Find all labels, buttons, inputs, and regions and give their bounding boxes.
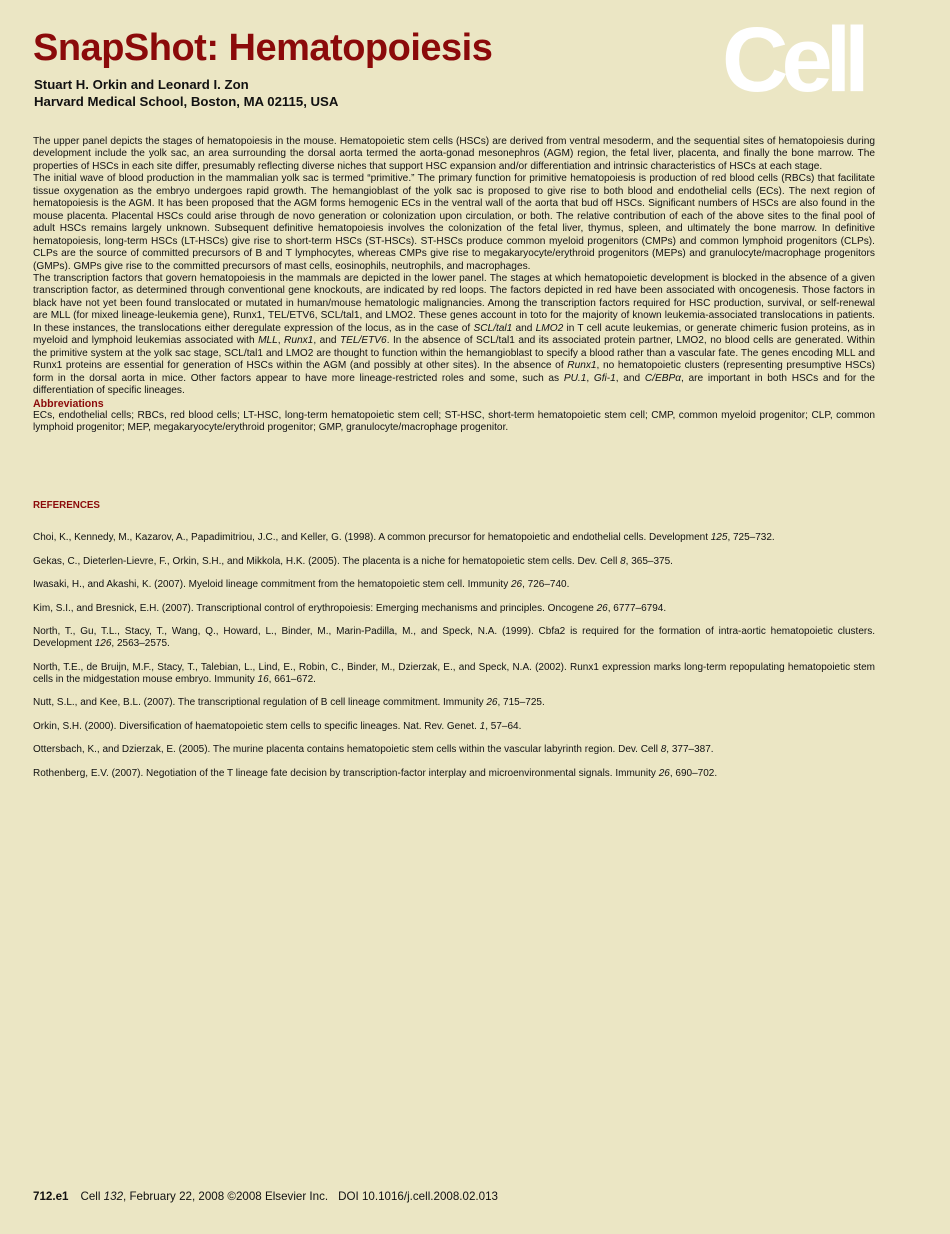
reference-item: Nutt, S.L., and Kee, B.L. (2007). The transcriptional regulation of B cell lineage commitment. Immunity 26, 715–725. [33,697,545,709]
paragraph-transcription-factors: The transcription factors that govern hematopoiesis in the mammals are depicted in the lower panel. The stages at which hematopoietic development is blocked in the absence of a given transcription factor, as determined through conventional gene knockouts, are indicated by red loops. The factors depicted in red have been associated with oncogenesis. Those factors in black have not yet been found translocated or mutated in human/mouse hematologic malignancies. Among the transcription factors required for HSC production, survival, or self-renewal are MLL (for mixed lineage-leukemia gene), Runx1, TEL/ETV6, SCL/tal1, and LMO2. These genes account in toto for the majority of known leukemia-associated translocations in patients. In these instances, the translocations either deregulate expression of the locus, as in the case of SCL/tal1 and LMO2 in T cell acute leukemias, or generate chimeric fusion proteins, as in myeloid and lymphoid leukemias associated with MLL, Runx1, and TEL/ETV6. In the absence of SCL/tal1 and its associated protein partner, LMO2, no blood cells are generated. Within the primitive system at the yolk sac stage, SCL/tal1 and LMO2 are thought to function within the hemangioblast to specify a blood rather than a vascular fate. The genes encoding MLL and Runx1 proteins are essential for generation of HSCs within the AGM (and possibly at other sites). In the absence of Runx1, no hematopoietic clusters (representing presumptive HSCs) form in the dorsal aorta in mice. Other factors appear to have more lineage-restricted roles and some, such as PU.1, Gfi-1, and C/EBPα, are important in both HSCs and for the differentiation of specific lineages. [33,272,875,397]
journal-logo: Cell [722,9,863,111]
abbreviations-text: ECs, endothelial cells; RBCs, red blood cells; LT-HSC, long-term hematopoietic stem cell; ST-HSC, short-term hematopoietic stem cell; CMP, common myeloid progenitor; CLP, common lymphoid progenitor; MEP, megakaryocyte/erythroid progenitor; GMP, granulocyte/macrophage progenitor. [33,409,875,434]
reference-item: North, T.E., de Bruijn, M.F., Stacy, T., Talebian, L., Lind, E., Robin, C., Binder, M., Dzierzak, E., and Speck, N.A. (2002). Runx1 expression marks long-term repopulating hematopoietic stem cells in the midgestation mouse embryo. Immunity 16, 661–672. [33,661,875,685]
paragraph-development: The initial wave of blood production in the mammalian yolk sac is termed “primitive.” The primary function for primitive hematopoiesis is production of red blood cells (RBCs) that facilitate tissue oxygenation as the embryo undergoes rapid growth. The hemangioblast of the yolk sac is proposed to give rise to both blood and endothelial cells (ECs). The next region of hematopoiesis is the AGM. It has been proposed that the AGM forms hemogenic ECs in the ventral wall of the aorta that bud off HSCs. Significant numbers of HSCs are also found in the mouse placenta. Placental HSCs could arise through de novo generation or colonization upon circulation, or both. The relative contribution of each of the above sites to the final pool of adult HSCs remains largely unknown. Subsequent definitive hematopoiesis involves the colonization of the fetal liver, thymus, spleen, and ultimately the bone marrow. In definitive hematopoiesis, long-term HSCs (LT-HSCs) give rise to short-term HSCs (ST-HSCs). ST-HSCs produce common myeloid progenitors (CMPs) and common lymphoid progenitors (CLPs). CLPs are the source of committed precursors of B and T lymphocytes, whereas CMPs give rise to megakaryocyte/erythroid progenitors (MEPs) and granulocyte/macrophage progenitors (GMPs). GMPs give rise to the committed precursors of mast cells, eosinophils, neutrophils, and macrophages. [33,173,875,272]
reference-item: Orkin, S.H. (2000). Diversification of haematopoietic stem cells to specific lineages. Nat. Rev. Genet. 1, 57–64. [33,720,522,732]
reference-item: Rothenberg, E.V. (2007). Negotiation of the T lineage fate decision by transcription-factor interplay and microenvironmental signals. Immunity 26, 690–702. [33,767,718,779]
author-block [34,76,338,110]
reference-list [33,532,875,791]
article-body [33,136,875,435]
page-title: SnapShot: Hematopoiesis [33,27,493,69]
reference-item: Choi, K., Kennedy, M., Kazarov, A., Papadimitriou, J.C., and Keller, G. (1998). A common precursor for hematopoietic and endothelial cells. Development 125, 725–732. [33,532,775,543]
journal-citation: Cell 132, February 22, 2008 ©2008 Elsevier Inc. [80,1190,329,1203]
reference-item: Ottersbach, K., and Dzierzak, E. (2005). The murine placenta contains hematopoietic stem cells within the vascular labyrinth region. Dev. Cell 8, 377–387. [33,744,714,756]
reference-item: Iwasaki, H., and Akashi, K. (2007). Myeloid lineage commitment from the hematopoietic stem cell. Immunity 26, 726–740. [33,579,570,590]
doi: DOI 10.1016/j.cell.2008.02.013 [338,1190,498,1203]
reference-item: Gekas, C., Dieterlen-Lievre, F., Orkin, S.H., and Mikkola, H.K. (2005). The placenta is a niche for hematopoietic stem cells. Dev. Cell 8, 365–375. [33,555,673,567]
affiliation: Harvard Medical School, Boston, MA 02115, USA [34,94,339,109]
page-footer [33,1190,498,1203]
reference-item: Kim, S.I., and Bresnick, E.H. (2007). Transcriptional control of erythropoiesis: Emerging mechanisms and principles. Oncogene 26, 6777–6794. [33,602,667,614]
page-number: 712.e1 [33,1190,69,1203]
references-heading: REFERENCES [33,500,100,511]
authors: Stuart H. Orkin and Leonard I. Zon [34,77,249,92]
reference-item: North, T., Gu, T.L., Stacy, T., Wang, Q., Howard, L., Binder, M., Marin-Padilla, M., and Speck, N.A. (1999). Cbfa2 is required for the formation of intra-aortic hematopoietic clusters. Development 126, 2563–2575. [33,626,875,650]
paragraph-stages: The upper panel depicts the stages of hematopoiesis in the mouse. Hematopoietic stem cells (HSCs) are derived from ventral mesoderm, and the sequential sites of hematopoiesis during development include the yolk sac, an area surrounding the dorsal aorta termed the aorta-gonad mesonephros (AGM) region, the fetal liver, placenta, and finally the bone marrow. The properties of HSCs in each site differ, presumably reflecting diverse niches that support HSC expansion and/or differentiation and intrinsic characteristics of HSCs at each stage. [33,136,875,172]
abbreviations-heading: Abbreviations [33,397,104,410]
